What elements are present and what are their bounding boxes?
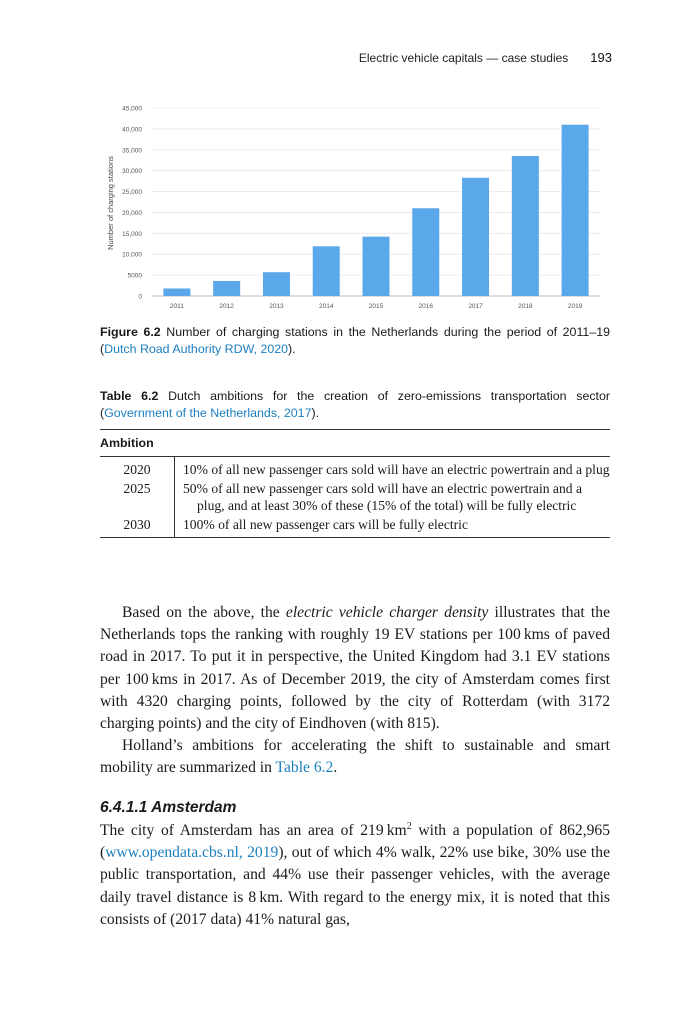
table-caption-end: ). xyxy=(311,406,320,420)
body-paragraph-3 xyxy=(100,820,610,931)
p1-emphasis: electric vehicle charger density xyxy=(285,604,489,621)
chart-y-tick-label: 40,000 xyxy=(122,126,142,134)
chart-x-tick-label: 2012 xyxy=(219,303,234,310)
table-row xyxy=(100,457,610,479)
chart-y-tick-labels xyxy=(122,106,142,301)
table-cell-year: 2025 xyxy=(100,478,175,514)
table-row xyxy=(100,478,610,514)
table-reference-link[interactable]: Table 6.2 xyxy=(275,759,334,777)
p3-text-c: ), out of which 4% walk, 22% use bike, 30% use the public transportation, and 44% use their passenger vehicles, with the average daily travel distance is 8 km. With regard to the energy mix, it is noted that this consists of (2017 data) 41% natural gas, xyxy=(100,844,610,928)
p2-text-b: . xyxy=(333,759,338,777)
figure-source-link[interactable]: Dutch Road Authority RDW, 2020 xyxy=(104,342,289,356)
chart-x-tick-label: 2014 xyxy=(318,303,334,310)
table-source-link[interactable]: Government of the Netherlands, 2017 xyxy=(104,406,312,420)
chart-x-tick-label: 2017 xyxy=(468,303,483,310)
table-cell-ambition: 10% of all new passenger cars sold will have an electric powertrain and a plug xyxy=(183,462,610,477)
chart-bar-2012 xyxy=(213,281,240,296)
chart-bar-2015 xyxy=(363,237,390,296)
superscript-2: 2 xyxy=(406,820,412,832)
chart-y-tick-label: 35,000 xyxy=(122,147,142,155)
p3-text-b: with a population of 862,965 ( xyxy=(100,822,610,862)
figure-caption-end: ). xyxy=(288,342,296,356)
table-cell-ambition: 50% of all new passenger cars sold will have an electric powertrain and a plug, and at least 30% of these (15% of the total) will be fully electric xyxy=(183,481,582,513)
figure-caption-text: Number of charging stations in the Netherlands during the period of 2011–19 ( xyxy=(100,325,610,356)
chart-bar-2019 xyxy=(562,125,589,296)
table-cell-year: 2030 xyxy=(100,514,175,538)
figure-label: Figure 6.2 xyxy=(100,325,161,339)
chart-x-tick-label: 2011 xyxy=(169,303,184,310)
chart-bars xyxy=(163,125,588,296)
section-heading: 6.4.1.1 Amsterdam xyxy=(100,799,237,816)
chart-bar-2014 xyxy=(313,246,340,296)
chart-bar-2011 xyxy=(163,288,190,296)
page-number: 193 xyxy=(590,50,612,65)
chart-x-tick-label: 2015 xyxy=(368,303,384,310)
chart-bar-2013 xyxy=(263,272,290,296)
chart-y-axis-label: Number of charging stations xyxy=(106,156,115,250)
chart-x-tick-label: 2013 xyxy=(269,303,284,310)
chart-y-tick-label: 25,000 xyxy=(122,189,142,197)
running-header xyxy=(0,50,612,65)
body-paragraph-2 xyxy=(100,735,610,779)
figure-caption xyxy=(100,324,610,358)
table-caption-text: Dutch ambitions for the creation of zero-emissions transportation sector ( xyxy=(100,389,610,420)
chart-y-tick-label: 10,000 xyxy=(122,251,142,259)
chart-y-tick-label: 5000 xyxy=(127,272,142,280)
body-paragraph-1 xyxy=(100,602,610,735)
chart-y-tick-label: 0 xyxy=(138,293,142,301)
p1-text-a: Based on the above, the xyxy=(122,604,286,621)
chart-y-tick-label: 15,000 xyxy=(122,230,142,238)
chart-y-tick-label: 30,000 xyxy=(122,168,142,176)
table-cell-ambition: 100% of all new passenger cars will be fully electric xyxy=(175,514,611,538)
chart-bar-2016 xyxy=(412,208,439,296)
table-row xyxy=(100,514,610,538)
table-cell-year: 2020 xyxy=(100,457,175,479)
p1-text-b: illustrates that the Netherlands tops the ranking with roughly 19 EV stations per 100 kms of paved road in 2017. To put it in perspective, the United Kingdom had 3.1 EV stations per 100 kms in 2017. As of December 2019, the city of Amsterdam comes first with 4320 charging points, followed by the city of Rotterdam (with 3172 charging points) and the city of Eindhoven (with 815). xyxy=(100,604,610,733)
running-title: Electric vehicle capitals — case studies xyxy=(358,51,569,65)
p3-text-a: The city of Amsterdam has an area of 219 km xyxy=(100,822,407,839)
chart-x-tick-label: 2019 xyxy=(567,303,583,310)
chart-x-tick-labels xyxy=(170,303,583,310)
opendata-link[interactable]: www.opendata.cbs.nl, 2019 xyxy=(105,844,279,862)
chart-bar-2018 xyxy=(512,156,539,296)
charging-stations-bar-chart xyxy=(100,100,610,322)
ambition-table xyxy=(100,429,610,538)
table-header-ambition: Ambition xyxy=(100,430,610,457)
table-label: Table 6.2 xyxy=(100,389,159,403)
chart-bar-2017 xyxy=(462,178,489,296)
p2-text-a: Holland’s ambitions for accelerating the shift to sustainable and smart mobility are summarized in xyxy=(100,737,610,777)
chart-y-tick-label: 20,000 xyxy=(122,209,142,217)
chart-x-tick-label: 2018 xyxy=(518,303,533,310)
chart-y-tick-label: 45,000 xyxy=(122,105,142,113)
chart-x-tick-label: 2016 xyxy=(418,303,434,310)
table-caption xyxy=(100,388,610,422)
